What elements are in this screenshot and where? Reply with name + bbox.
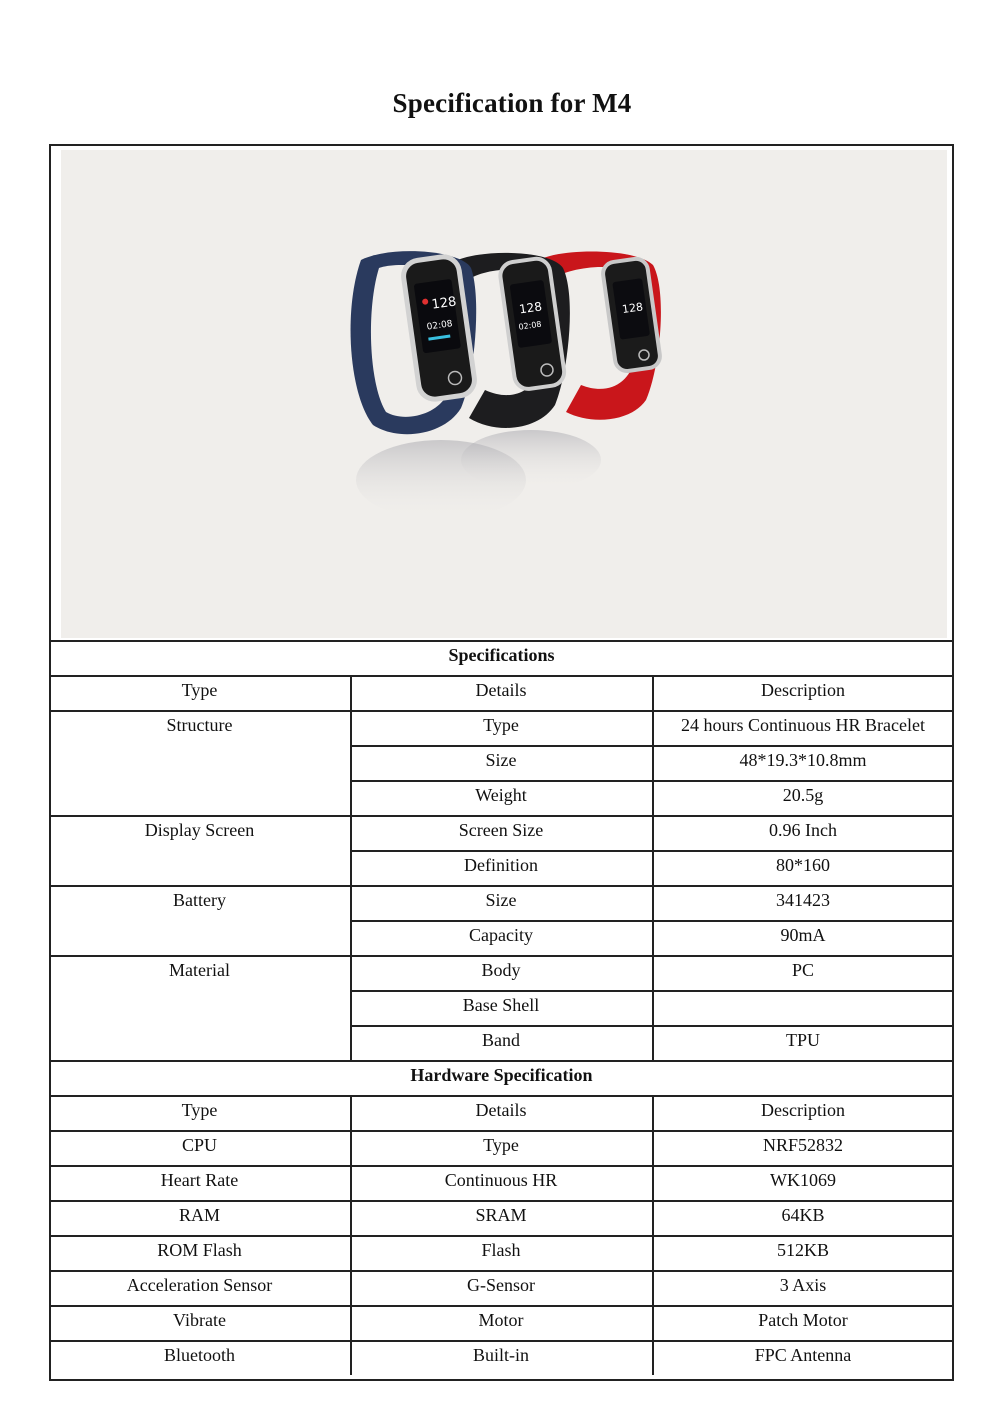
table-column-rule [652,710,654,815]
hw-description-cell: WK1069 [770,1170,836,1190]
group-type-2: Battery [173,890,226,910]
hw-description-cell: NRF52832 [762,1135,843,1155]
table-column-rule [652,1305,654,1340]
table-column-rule [652,1235,654,1270]
table-rule [49,1305,954,1307]
blue-band [351,251,477,434]
table-rule [49,1340,954,1342]
black-band-time: 02:08 [517,319,543,332]
table-column-rule [350,1130,352,1165]
spec-details-cell: Band [482,1030,520,1050]
specifications-heading: Specifications [448,645,555,665]
table-column-rule [350,1340,352,1375]
table-column-rule [652,1270,654,1305]
spec-details-cell: Base Shell [462,995,540,1015]
spec-description-cell: 24 hours Continuous HR Bracelet [681,715,925,735]
hw-column-header-type: Type [181,1100,218,1120]
table-rule [49,1235,954,1237]
table-rule [49,955,954,957]
page-title: Specification for M4 [392,88,632,118]
table-column-rule [350,1095,352,1130]
spec-details-cell: Screen Size [458,820,544,840]
table-rule [49,1270,954,1272]
table-rule [49,710,954,712]
black-band-reading: 128 [518,299,543,317]
table-column-rule [350,885,352,955]
table-rule [49,1200,954,1202]
hw-column-header-description: Description [761,1100,845,1120]
group-type-3: Material [169,960,230,980]
hw-details-cell: Continuous HR [444,1170,558,1190]
table-column-rule [652,1200,654,1235]
hw-type-cell: Bluetooth [164,1345,235,1365]
column-header-type: Type [181,680,218,700]
hw-type-cell: RAM [178,1205,220,1225]
hw-details-cell: Motor [478,1310,524,1330]
spec-details-cell: Weight [475,785,527,805]
table-column-rule [350,815,352,885]
spec-details-cell: Size [485,890,517,910]
spec-description-cell: 20.5g [782,785,824,805]
product-photo [61,150,947,638]
table-column-rule [652,1340,654,1375]
hw-type-cell: Acceleration Sensor [126,1275,273,1295]
spec-details-cell: Type [483,715,519,735]
spec-description-cell: TPU [785,1030,820,1050]
spec-details-cell: Definition [464,855,538,875]
column-header-description: Description [761,680,845,700]
table-column-rule [350,710,352,815]
group-type-1: Display Screen [144,820,255,840]
table-rule [49,675,954,677]
hw-column-header-details: Details [475,1100,527,1120]
table-rule [49,640,954,642]
table-rule [49,1130,954,1132]
group-type-0: Structure [166,715,233,735]
table-column-rule [350,1200,352,1235]
table-column-rule [350,955,352,1060]
table-column-rule [652,885,654,955]
spec-description-cell: 0.96 Inch [769,820,837,840]
spec-description-cell: PC [791,960,815,980]
blue-band-time: 02:08 [426,319,454,333]
hw-type-cell: ROM Flash [157,1240,242,1260]
hw-details-cell: Flash [481,1240,521,1260]
spec-details-cell: Body [481,960,521,980]
table-rule [49,1165,954,1167]
table-column-rule [652,1095,654,1130]
table-column-rule [350,675,352,710]
table-column-rule [350,1305,352,1340]
column-header-details: Details [475,680,527,700]
table-column-rule [652,1165,654,1200]
spec-details-cell: Capacity [469,925,533,945]
table-column-rule [652,675,654,710]
spec-details-cell: Size [485,750,517,770]
spec-description-cell: 80*160 [776,855,830,875]
hw-description-cell: 512KB [776,1240,829,1260]
hw-description-cell: FPC Antenna [754,1345,852,1365]
table-rule [49,1060,954,1062]
spec-description-cell: 341423 [776,890,830,910]
table-column-rule [350,1235,352,1270]
hw-description-cell: Patch Motor [758,1310,848,1330]
hw-type-cell: CPU [181,1135,217,1155]
fitness-bands-image [61,150,947,638]
table-column-rule [652,955,654,1060]
table-rule [49,815,954,817]
table-column-rule [652,1130,654,1165]
table-rule [49,885,954,887]
hw-type-cell: Vibrate [173,1310,226,1330]
hardware-heading: Hardware Specification [410,1065,593,1085]
red-band-reading: 128 [621,300,644,317]
hw-description-cell: 64KB [781,1205,825,1225]
table-rule [49,1095,954,1097]
table-column-rule [350,1270,352,1305]
hw-details-cell: G-Sensor [467,1275,535,1295]
table-column-rule [652,815,654,885]
spec-description-cell: 90mA [780,925,826,945]
hw-details-cell: Type [483,1135,519,1155]
spec-description-cell: 48*19.3*10.8mm [739,750,867,770]
hw-type-cell: Heart Rate [160,1170,239,1190]
blue-band-reading: 128 [430,294,458,313]
table-column-rule [350,1165,352,1200]
hw-description-cell: 3 Axis [779,1275,827,1295]
hw-details-cell: Built-in [472,1345,529,1365]
hw-details-cell: SRAM [475,1205,527,1225]
